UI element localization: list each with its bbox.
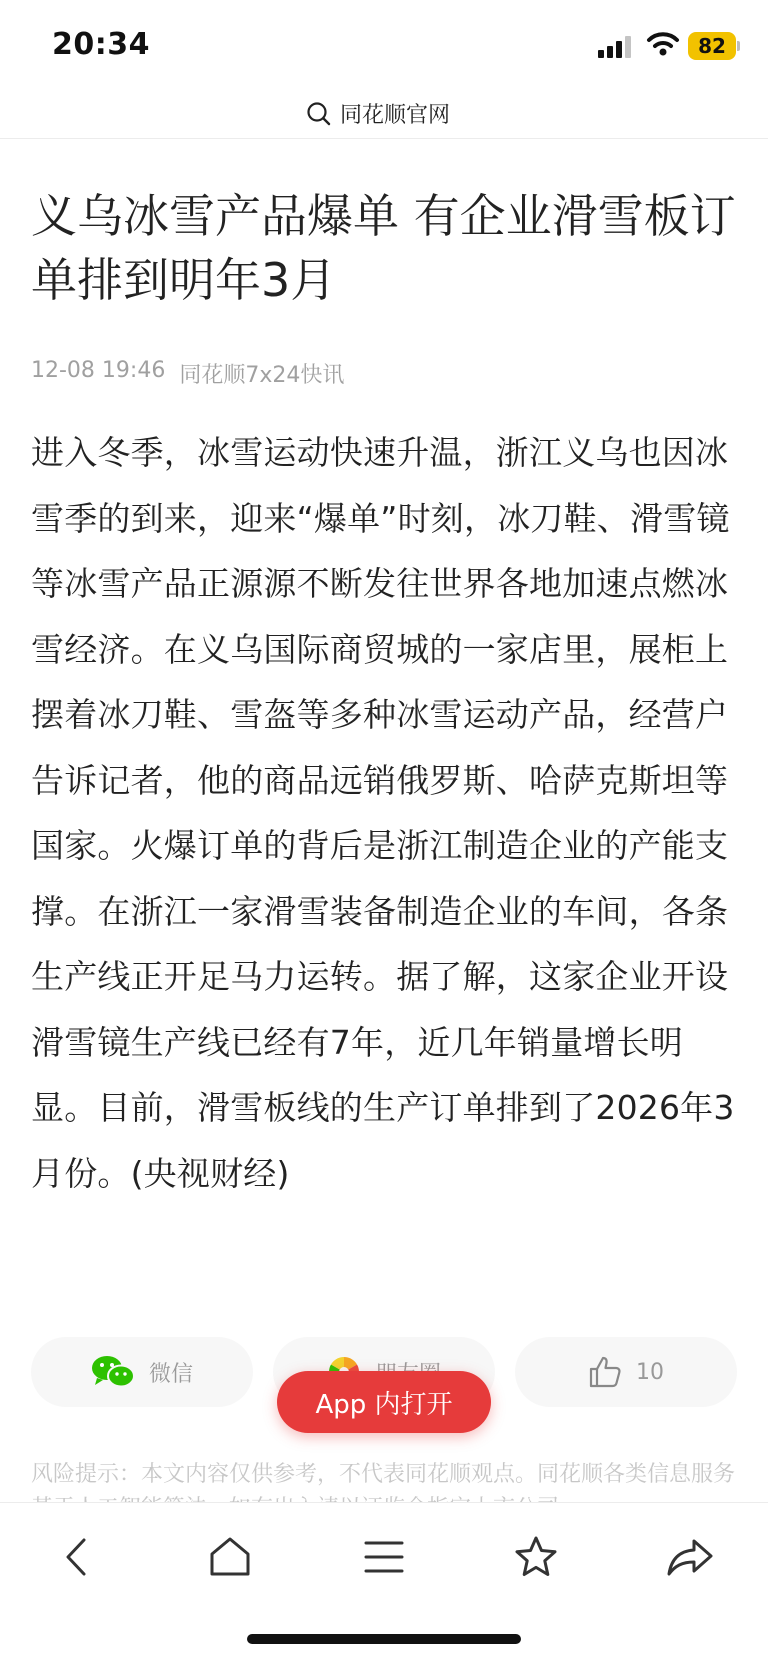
status-bar	[0, 0, 768, 92]
like-count: 10	[636, 1359, 664, 1385]
home-indicator	[247, 1634, 521, 1644]
article-date: 12-08 19:46	[31, 358, 166, 383]
favorite-icon	[513, 1535, 559, 1579]
back-button[interactable]	[47, 1527, 107, 1587]
article-meta	[31, 358, 344, 389]
status-time: 20:34	[52, 27, 150, 62]
article-body: 进入冬季，冰雪运动快速升温，浙江义乌也因冰雪季的到来，迎来“爆单”时刻，冰刀鞋、滑雪镜等冰雪产品正源源不断发往世界各地加速点燃冰雪经济。在义乌国际商贸城的一家店里，展柜上摆着冰刀鞋、雪盔等多种冰雪运动产品，经营户告诉记者，他的商品远销俄罗斯、哈萨克斯坦等国家。火爆订单的背后是浙江制造企业的产能支撑。在浙江一家滑雪装备制造企业的车间，各条生产线正开足马力运转。据了解，这家企业开设滑雪镜生产线已经有7年，近几年销量增长明显。目前，滑雪板线的生产订单排到了2026年3月份。(央视财经)	[31, 433, 735, 1193]
search-icon	[306, 101, 332, 127]
favorite-button[interactable]	[506, 1527, 566, 1587]
like-button[interactable]	[515, 1337, 737, 1407]
home-button[interactable]	[200, 1527, 260, 1587]
cellular-signal-icon	[598, 34, 638, 58]
share-icon	[666, 1537, 714, 1577]
search-label: 同花顺官网	[340, 103, 451, 128]
share-button[interactable]	[660, 1527, 720, 1587]
article-title: 义乌冰雪产品爆单 有企业滑雪板订单排到明年3月	[31, 189, 736, 307]
battery-cap	[737, 41, 740, 51]
thumbs-up-icon	[588, 1356, 622, 1388]
search-header[interactable]	[0, 92, 768, 139]
risk-notice: 风险提示：本文内容仅供参考，不代表同花顺观点。同花顺各类信息服务	[31, 1462, 736, 1487]
menu-button[interactable]	[354, 1527, 414, 1587]
share-wechat-button[interactable]	[31, 1337, 253, 1407]
home-icon	[208, 1536, 252, 1578]
back-icon	[62, 1537, 92, 1577]
battery-indicator: 82	[688, 32, 736, 60]
wifi-icon	[647, 30, 679, 58]
open-in-app-button[interactable]: App 内打开	[277, 1371, 491, 1433]
menu-icon	[364, 1539, 404, 1575]
search-link[interactable]	[306, 98, 450, 129]
article-source: 同花顺7x24快讯	[179, 363, 345, 388]
wechat-icon	[91, 1354, 135, 1390]
wechat-label: 微信	[148, 1361, 193, 1387]
